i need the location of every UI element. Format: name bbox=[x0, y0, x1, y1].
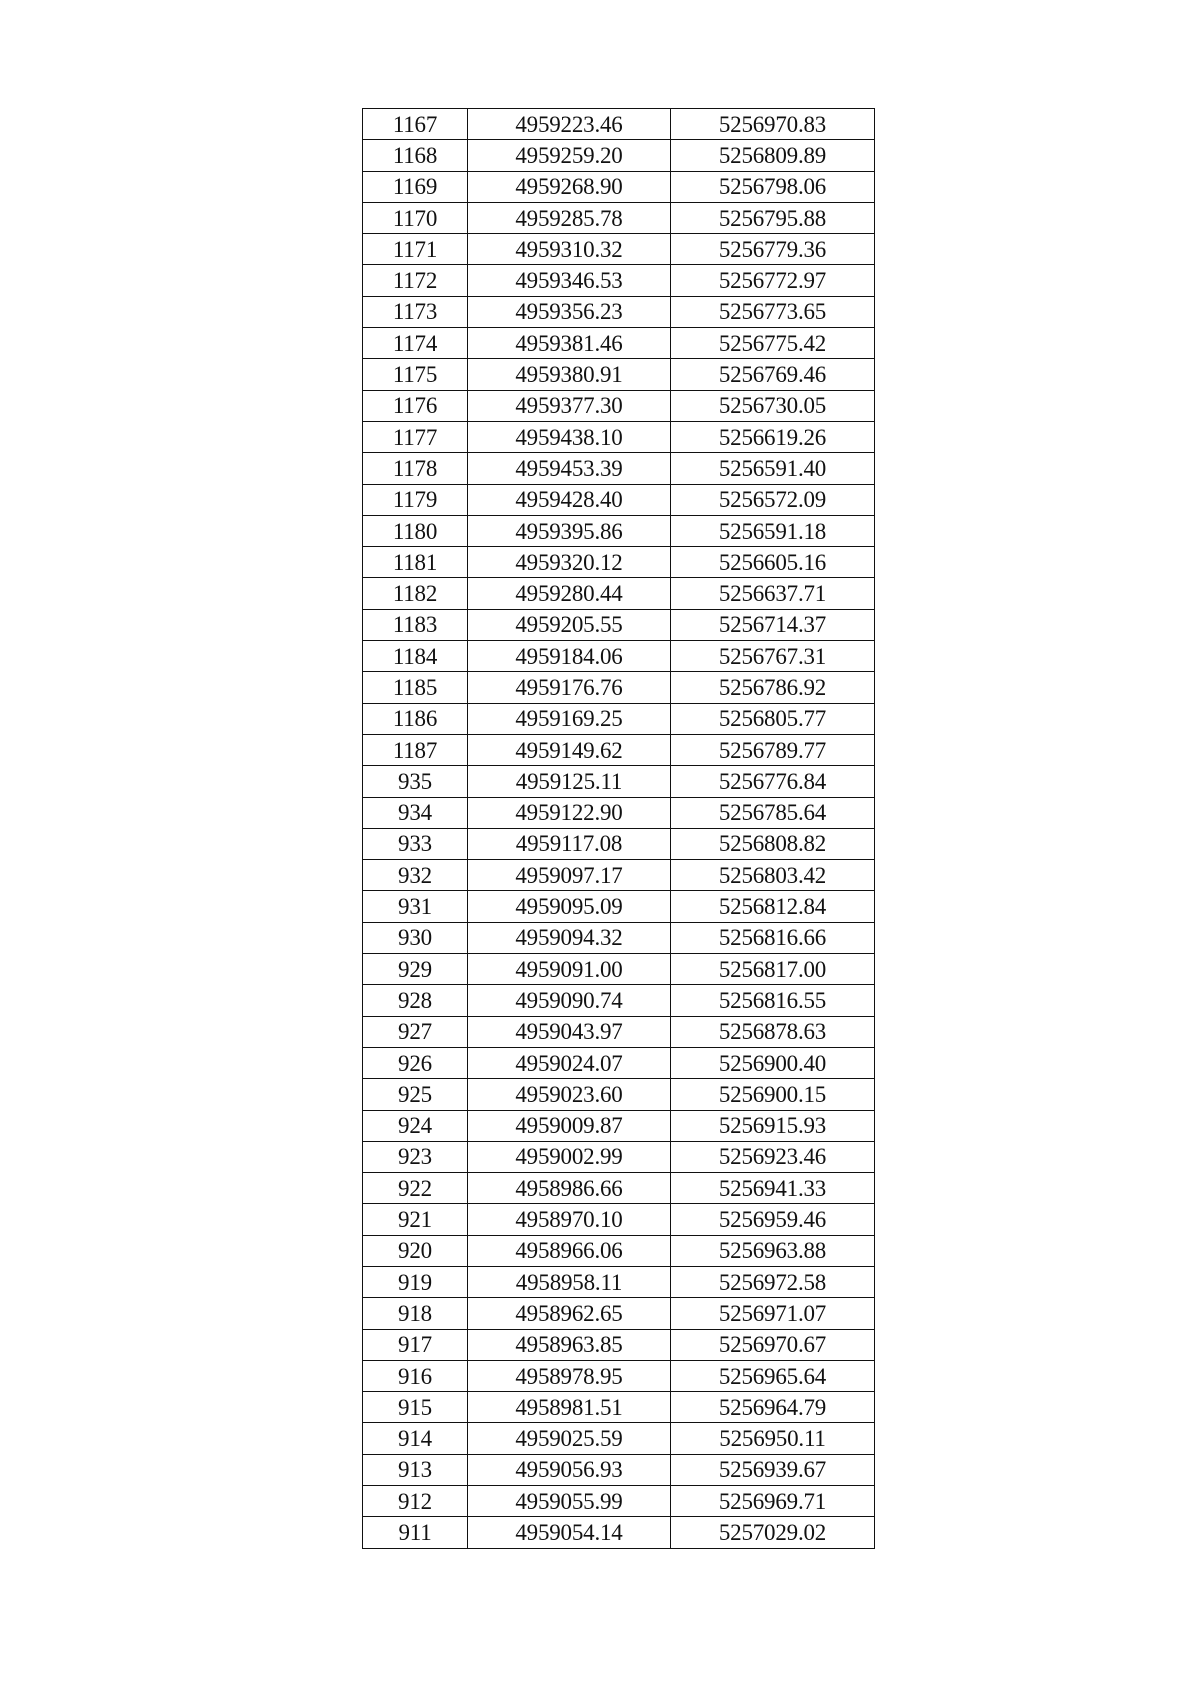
x-coordinate-cell: 4959125.11 bbox=[468, 766, 671, 797]
y-coordinate-cell: 5256730.05 bbox=[671, 390, 875, 421]
y-coordinate-cell: 5256817.00 bbox=[671, 954, 875, 985]
point-number-cell: 930 bbox=[363, 922, 468, 953]
x-coordinate-cell: 4959377.30 bbox=[468, 390, 671, 421]
y-coordinate-cell: 5256785.64 bbox=[671, 797, 875, 828]
point-number-cell: 912 bbox=[363, 1486, 468, 1517]
table-row bbox=[363, 453, 875, 484]
y-coordinate-cell: 5256803.42 bbox=[671, 860, 875, 891]
x-coordinate-cell: 4959043.97 bbox=[468, 1016, 671, 1047]
y-coordinate-cell: 5256779.36 bbox=[671, 234, 875, 265]
point-number-cell: 1180 bbox=[363, 515, 468, 546]
y-coordinate-cell: 5256605.16 bbox=[671, 547, 875, 578]
x-coordinate-cell: 4959117.08 bbox=[468, 828, 671, 859]
table-row bbox=[363, 359, 875, 390]
x-coordinate-cell: 4959184.06 bbox=[468, 641, 671, 672]
x-coordinate-cell: 4958963.85 bbox=[468, 1329, 671, 1360]
point-number-cell: 915 bbox=[363, 1392, 468, 1423]
point-number-cell: 1173 bbox=[363, 296, 468, 327]
x-coordinate-cell: 4959176.76 bbox=[468, 672, 671, 703]
point-number-cell: 1172 bbox=[363, 265, 468, 296]
y-coordinate-cell: 5256939.67 bbox=[671, 1454, 875, 1485]
table-row bbox=[363, 109, 875, 140]
y-coordinate-cell: 5256816.66 bbox=[671, 922, 875, 953]
table-row bbox=[363, 1016, 875, 1047]
point-number-cell: 923 bbox=[363, 1141, 468, 1172]
table-row bbox=[363, 421, 875, 452]
x-coordinate-cell: 4958966.06 bbox=[468, 1235, 671, 1266]
table-row bbox=[363, 828, 875, 859]
point-number-cell: 919 bbox=[363, 1266, 468, 1297]
table-row bbox=[363, 171, 875, 202]
point-number-cell: 1179 bbox=[363, 484, 468, 515]
point-number-cell: 1183 bbox=[363, 609, 468, 640]
y-coordinate-cell: 5256970.67 bbox=[671, 1329, 875, 1360]
x-coordinate-cell: 4959223.46 bbox=[468, 109, 671, 140]
x-coordinate-cell: 4959090.74 bbox=[468, 985, 671, 1016]
x-coordinate-cell: 4959091.00 bbox=[468, 954, 671, 985]
y-coordinate-cell: 5256572.09 bbox=[671, 484, 875, 515]
table-row bbox=[363, 1266, 875, 1297]
point-number-cell: 922 bbox=[363, 1173, 468, 1204]
y-coordinate-cell: 5256776.84 bbox=[671, 766, 875, 797]
x-coordinate-cell: 4959380.91 bbox=[468, 359, 671, 390]
table-row bbox=[363, 672, 875, 703]
y-coordinate-cell: 5256786.92 bbox=[671, 672, 875, 703]
table-row bbox=[363, 265, 875, 296]
point-number-cell: 1169 bbox=[363, 171, 468, 202]
table-row bbox=[363, 1047, 875, 1078]
table-row bbox=[363, 1360, 875, 1391]
table-row bbox=[363, 1329, 875, 1360]
point-number-cell: 1175 bbox=[363, 359, 468, 390]
table-row bbox=[363, 1173, 875, 1204]
x-coordinate-cell: 4959310.32 bbox=[468, 234, 671, 265]
table-row bbox=[363, 1298, 875, 1329]
x-coordinate-cell: 4959453.39 bbox=[468, 453, 671, 484]
point-number-cell: 927 bbox=[363, 1016, 468, 1047]
x-coordinate-cell: 4958970.10 bbox=[468, 1204, 671, 1235]
y-coordinate-cell: 5256714.37 bbox=[671, 609, 875, 640]
x-coordinate-cell: 4959094.32 bbox=[468, 922, 671, 953]
table-row bbox=[363, 328, 875, 359]
point-number-cell: 913 bbox=[363, 1454, 468, 1485]
y-coordinate-cell: 5256772.97 bbox=[671, 265, 875, 296]
point-number-cell: 1176 bbox=[363, 390, 468, 421]
y-coordinate-cell: 5256965.64 bbox=[671, 1360, 875, 1391]
x-coordinate-cell: 4959346.53 bbox=[468, 265, 671, 296]
point-number-cell: 1178 bbox=[363, 453, 468, 484]
x-coordinate-cell: 4959428.40 bbox=[468, 484, 671, 515]
point-number-cell: 1170 bbox=[363, 202, 468, 233]
y-coordinate-cell: 5256805.77 bbox=[671, 703, 875, 734]
point-number-cell: 1167 bbox=[363, 109, 468, 140]
table-row bbox=[363, 766, 875, 797]
table-row bbox=[363, 234, 875, 265]
table-row bbox=[363, 484, 875, 515]
y-coordinate-cell: 5256971.07 bbox=[671, 1298, 875, 1329]
table-row bbox=[363, 296, 875, 327]
x-coordinate-cell: 4959025.59 bbox=[468, 1423, 671, 1454]
x-coordinate-cell: 4959280.44 bbox=[468, 578, 671, 609]
point-number-cell: 914 bbox=[363, 1423, 468, 1454]
x-coordinate-cell: 4959205.55 bbox=[468, 609, 671, 640]
table-row bbox=[363, 1204, 875, 1235]
table-row bbox=[363, 390, 875, 421]
point-number-cell: 1182 bbox=[363, 578, 468, 609]
point-number-cell: 1177 bbox=[363, 421, 468, 452]
point-number-cell: 931 bbox=[363, 891, 468, 922]
x-coordinate-cell: 4959381.46 bbox=[468, 328, 671, 359]
y-coordinate-cell: 5256878.63 bbox=[671, 1016, 875, 1047]
x-coordinate-cell: 4959438.10 bbox=[468, 421, 671, 452]
y-coordinate-cell: 5256591.40 bbox=[671, 453, 875, 484]
y-coordinate-cell: 5256812.84 bbox=[671, 891, 875, 922]
x-coordinate-cell: 4959023.60 bbox=[468, 1079, 671, 1110]
x-coordinate-cell: 4959149.62 bbox=[468, 734, 671, 765]
y-coordinate-cell: 5256798.06 bbox=[671, 171, 875, 202]
point-number-cell: 1171 bbox=[363, 234, 468, 265]
point-number-cell: 1185 bbox=[363, 672, 468, 703]
table-row bbox=[363, 860, 875, 891]
y-coordinate-cell: 5256769.46 bbox=[671, 359, 875, 390]
y-coordinate-cell: 5256941.33 bbox=[671, 1173, 875, 1204]
table-row bbox=[363, 1110, 875, 1141]
y-coordinate-cell: 5256950.11 bbox=[671, 1423, 875, 1454]
table-row bbox=[363, 1517, 875, 1548]
y-coordinate-cell: 5256795.88 bbox=[671, 202, 875, 233]
x-coordinate-cell: 4958962.65 bbox=[468, 1298, 671, 1329]
table-row bbox=[363, 140, 875, 171]
x-coordinate-cell: 4959320.12 bbox=[468, 547, 671, 578]
point-number-cell: 911 bbox=[363, 1517, 468, 1548]
x-coordinate-cell: 4959169.25 bbox=[468, 703, 671, 734]
point-number-cell: 925 bbox=[363, 1079, 468, 1110]
point-number-cell: 929 bbox=[363, 954, 468, 985]
y-coordinate-cell: 5256809.89 bbox=[671, 140, 875, 171]
x-coordinate-cell: 4958978.95 bbox=[468, 1360, 671, 1391]
table-row bbox=[363, 1392, 875, 1423]
table-row bbox=[363, 703, 875, 734]
x-coordinate-cell: 4958981.51 bbox=[468, 1392, 671, 1423]
y-coordinate-cell: 5256959.46 bbox=[671, 1204, 875, 1235]
table-row bbox=[363, 578, 875, 609]
table-row bbox=[363, 1079, 875, 1110]
y-coordinate-cell: 5256923.46 bbox=[671, 1141, 875, 1172]
point-number-cell: 926 bbox=[363, 1047, 468, 1078]
x-coordinate-cell: 4959055.99 bbox=[468, 1486, 671, 1517]
table-row bbox=[363, 954, 875, 985]
x-coordinate-cell: 4959056.93 bbox=[468, 1454, 671, 1485]
y-coordinate-cell: 5256970.83 bbox=[671, 109, 875, 140]
table-row bbox=[363, 985, 875, 1016]
y-coordinate-cell: 5256773.65 bbox=[671, 296, 875, 327]
table-row bbox=[363, 734, 875, 765]
x-coordinate-cell: 4958958.11 bbox=[468, 1266, 671, 1297]
y-coordinate-cell: 5256816.55 bbox=[671, 985, 875, 1016]
table-row bbox=[363, 922, 875, 953]
coordinates-table bbox=[362, 108, 875, 1549]
x-coordinate-cell: 4959356.23 bbox=[468, 296, 671, 327]
point-number-cell: 932 bbox=[363, 860, 468, 891]
y-coordinate-cell: 5256915.93 bbox=[671, 1110, 875, 1141]
point-number-cell: 918 bbox=[363, 1298, 468, 1329]
y-coordinate-cell: 5256969.71 bbox=[671, 1486, 875, 1517]
point-number-cell: 924 bbox=[363, 1110, 468, 1141]
table-row bbox=[363, 547, 875, 578]
table-row bbox=[363, 641, 875, 672]
y-coordinate-cell: 5256619.26 bbox=[671, 421, 875, 452]
point-number-cell: 928 bbox=[363, 985, 468, 1016]
x-coordinate-cell: 4959259.20 bbox=[468, 140, 671, 171]
point-number-cell: 1168 bbox=[363, 140, 468, 171]
x-coordinate-cell: 4959285.78 bbox=[468, 202, 671, 233]
coordinates-table-body bbox=[363, 109, 875, 1549]
table-row bbox=[363, 609, 875, 640]
y-coordinate-cell: 5257029.02 bbox=[671, 1517, 875, 1548]
table-row bbox=[363, 797, 875, 828]
x-coordinate-cell: 4959395.86 bbox=[468, 515, 671, 546]
point-number-cell: 1184 bbox=[363, 641, 468, 672]
point-number-cell: 1187 bbox=[363, 734, 468, 765]
y-coordinate-cell: 5256808.82 bbox=[671, 828, 875, 859]
table-row bbox=[363, 515, 875, 546]
point-number-cell: 920 bbox=[363, 1235, 468, 1266]
table-row bbox=[363, 891, 875, 922]
x-coordinate-cell: 4958986.66 bbox=[468, 1173, 671, 1204]
y-coordinate-cell: 5256637.71 bbox=[671, 578, 875, 609]
x-coordinate-cell: 4959024.07 bbox=[468, 1047, 671, 1078]
point-number-cell: 916 bbox=[363, 1360, 468, 1391]
y-coordinate-cell: 5256900.40 bbox=[671, 1047, 875, 1078]
point-number-cell: 933 bbox=[363, 828, 468, 859]
table-row bbox=[363, 202, 875, 233]
table-row bbox=[363, 1235, 875, 1266]
x-coordinate-cell: 4959054.14 bbox=[468, 1517, 671, 1548]
y-coordinate-cell: 5256767.31 bbox=[671, 641, 875, 672]
y-coordinate-cell: 5256775.42 bbox=[671, 328, 875, 359]
x-coordinate-cell: 4959002.99 bbox=[468, 1141, 671, 1172]
table-row bbox=[363, 1454, 875, 1485]
x-coordinate-cell: 4959097.17 bbox=[468, 860, 671, 891]
y-coordinate-cell: 5256964.79 bbox=[671, 1392, 875, 1423]
point-number-cell: 935 bbox=[363, 766, 468, 797]
table-row bbox=[363, 1141, 875, 1172]
y-coordinate-cell: 5256789.77 bbox=[671, 734, 875, 765]
table-row bbox=[363, 1423, 875, 1454]
table-row bbox=[363, 1486, 875, 1517]
point-number-cell: 917 bbox=[363, 1329, 468, 1360]
y-coordinate-cell: 5256900.15 bbox=[671, 1079, 875, 1110]
x-coordinate-cell: 4959095.09 bbox=[468, 891, 671, 922]
point-number-cell: 1174 bbox=[363, 328, 468, 359]
y-coordinate-cell: 5256963.88 bbox=[671, 1235, 875, 1266]
x-coordinate-cell: 4959122.90 bbox=[468, 797, 671, 828]
point-number-cell: 934 bbox=[363, 797, 468, 828]
point-number-cell: 921 bbox=[363, 1204, 468, 1235]
point-number-cell: 1186 bbox=[363, 703, 468, 734]
y-coordinate-cell: 5256591.18 bbox=[671, 515, 875, 546]
point-number-cell: 1181 bbox=[363, 547, 468, 578]
x-coordinate-cell: 4959268.90 bbox=[468, 171, 671, 202]
y-coordinate-cell: 5256972.58 bbox=[671, 1266, 875, 1297]
x-coordinate-cell: 4959009.87 bbox=[468, 1110, 671, 1141]
